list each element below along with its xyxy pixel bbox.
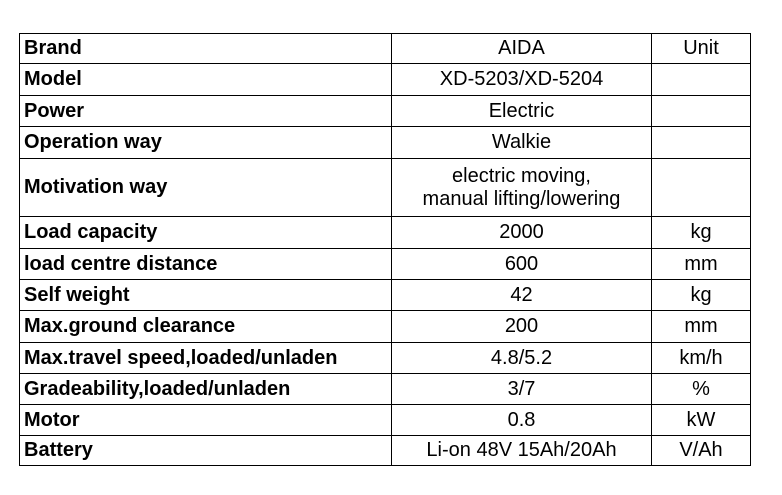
table-row [20, 217, 751, 249]
row-unit: V/Ah [652, 436, 751, 466]
row-label: load centre distance [20, 249, 392, 280]
row-label: Max.travel speed,loaded/unladen [20, 343, 392, 374]
row-value: Electric [392, 96, 652, 127]
row-unit [652, 127, 751, 159]
row-label: Motor [20, 405, 392, 436]
row-value: 4.8/5.2 [392, 343, 652, 374]
table-row [20, 280, 751, 311]
row-value: 600 [392, 249, 652, 280]
row-unit: kg [652, 280, 751, 311]
table-row [20, 436, 751, 466]
row-value: 2000 [392, 217, 652, 249]
row-label: Gradeability,loaded/unladen [20, 374, 392, 405]
row-label: Brand [20, 34, 392, 64]
row-label: Self weight [20, 280, 392, 311]
table-row [20, 64, 751, 96]
row-value: 200 [392, 311, 652, 343]
row-label: Battery [20, 436, 392, 466]
row-label: Operation way [20, 127, 392, 159]
value-line: manual lifting/lowering [422, 187, 621, 210]
table-row [20, 127, 751, 159]
row-value: AIDA [392, 34, 652, 64]
row-value [392, 159, 652, 217]
row-value: XD-5203/XD-5204 [392, 64, 652, 96]
spec-table [19, 33, 751, 466]
table-row [20, 343, 751, 374]
table-row [20, 96, 751, 127]
row-unit [652, 159, 751, 217]
row-label: Load capacity [20, 217, 392, 249]
table-row [20, 249, 751, 280]
value-line: electric moving, [452, 164, 591, 187]
table-row [20, 34, 751, 64]
row-unit: kW [652, 405, 751, 436]
row-unit [652, 64, 751, 96]
row-label: Model [20, 64, 392, 96]
table-row [20, 159, 751, 217]
row-value: 3/7 [392, 374, 652, 405]
row-unit [652, 96, 751, 127]
row-unit: % [652, 374, 751, 405]
row-label: Motivation way [20, 159, 392, 217]
table-row [20, 405, 751, 436]
row-value: 0.8 [392, 405, 652, 436]
row-unit: km/h [652, 343, 751, 374]
row-unit: mm [652, 311, 751, 343]
table-row [20, 374, 751, 405]
row-unit: mm [652, 249, 751, 280]
row-value: Walkie [392, 127, 652, 159]
row-unit: Unit [652, 34, 751, 64]
table-row [20, 311, 751, 343]
row-value: 42 [392, 280, 652, 311]
row-label: Max.ground clearance [20, 311, 392, 343]
row-value: Li-on 48V 15Ah/20Ah [392, 436, 652, 466]
row-label: Power [20, 96, 392, 127]
row-unit: kg [652, 217, 751, 249]
